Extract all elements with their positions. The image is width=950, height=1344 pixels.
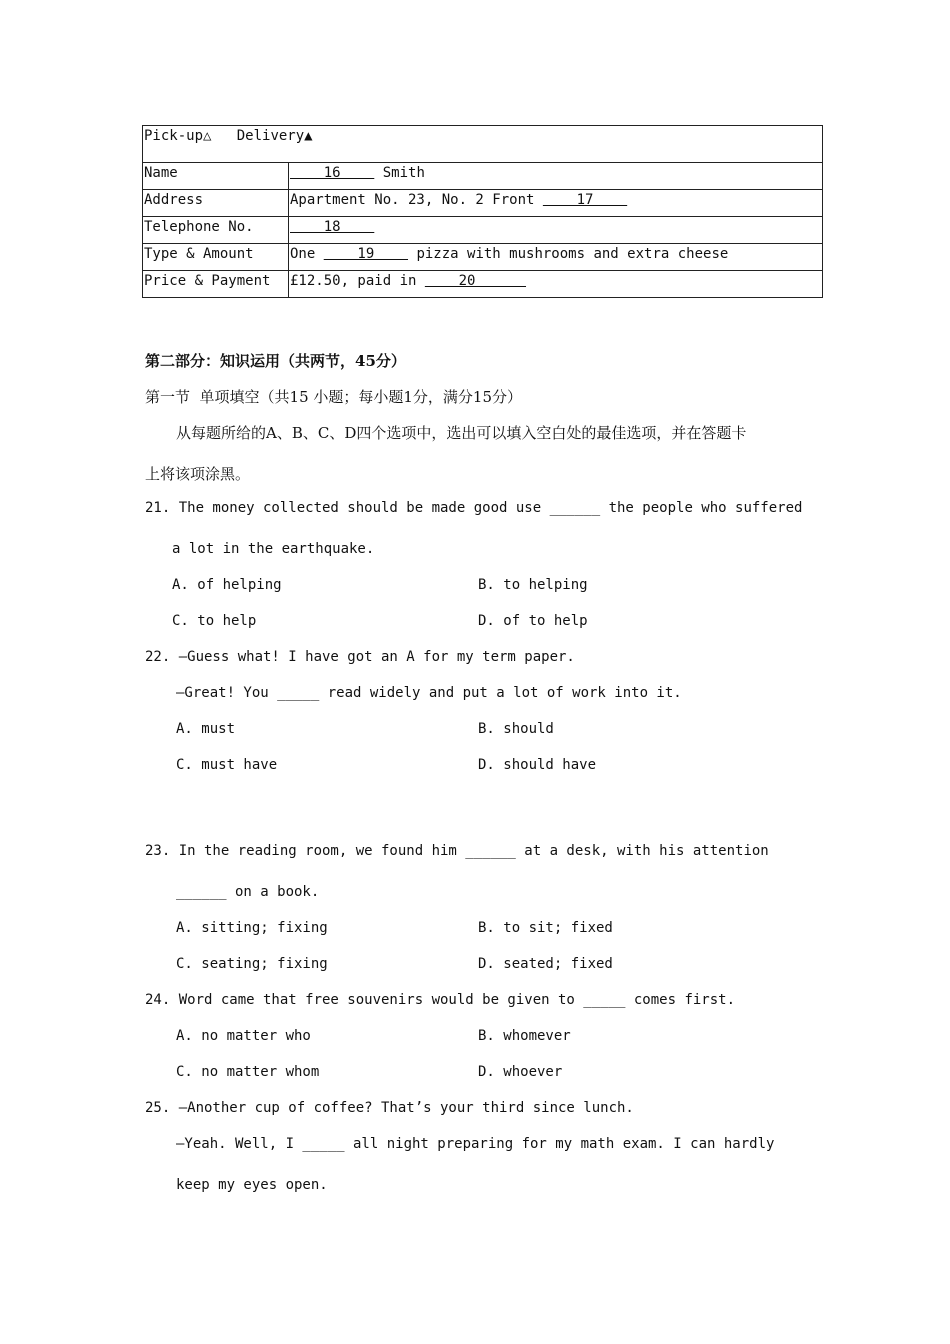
blank-16: 16 — [290, 165, 375, 181]
question-stem: 25. —Another cup of coffee? That’s your third since lunch. — [145, 1100, 634, 1116]
question-stem: 21. The money collected should be made good use ______ the people who suffered — [145, 500, 803, 516]
blank-17: 17 — [542, 192, 628, 208]
form-row-price-payment — [143, 271, 823, 298]
form-value — [289, 163, 823, 190]
option-a[interactable]: A. sitting; fixing — [176, 920, 328, 936]
instruction-line: 上将该项涂黑。 — [145, 465, 251, 483]
value-text: Smith — [374, 165, 425, 181]
form-label: Price & Payment — [143, 271, 289, 298]
option-c[interactable]: C. seating; fixing — [176, 956, 328, 972]
section1-title: 第一节 单项填空（共15 小题；每小题1分，满分15分） — [145, 388, 523, 406]
option-a[interactable]: A. of helping — [172, 577, 282, 593]
form-header-row — [143, 126, 823, 163]
value-text: Apartment No. 23, No. 2 Front — [290, 192, 543, 208]
form-value — [289, 271, 823, 298]
form-label: Name — [143, 163, 289, 190]
delivery-label: Delivery▲ — [236, 128, 313, 144]
form-row-name — [143, 163, 823, 190]
option-d[interactable]: D. of to help — [478, 613, 588, 629]
blank-18: 18 — [290, 219, 375, 235]
option-b[interactable]: B. to helping — [478, 577, 588, 593]
question-stem-cont: keep my eyes open. — [176, 1177, 328, 1193]
option-b[interactable]: B. whomever — [478, 1028, 571, 1044]
option-c[interactable]: C. no matter whom — [176, 1064, 320, 1080]
pickup-delivery-cell — [143, 126, 823, 163]
value-text: pizza with mushrooms and extra cheese — [408, 246, 729, 262]
form-value — [289, 244, 823, 271]
option-a[interactable]: A. must — [176, 721, 236, 737]
form-value — [289, 190, 823, 217]
question-stem: 22. —Guess what! I have got an A for my term paper. — [145, 649, 575, 665]
part2-title: 第二部分：知识运用（共两节，45分） — [145, 352, 406, 370]
form-row-address — [143, 190, 823, 217]
value-text: One — [290, 246, 324, 262]
option-b[interactable]: B. to sit; fixed — [478, 920, 613, 936]
option-c[interactable]: C. to help — [172, 613, 257, 629]
question-stem-cont: ______ on a book. — [176, 884, 320, 900]
question-stem-cont: —Great! You _____ read widely and put a lot of work into it. — [176, 685, 682, 701]
option-d[interactable]: D. whoever — [478, 1064, 563, 1080]
option-a[interactable]: A. no matter who — [176, 1028, 311, 1044]
question-stem-cont: a lot in the earthquake. — [172, 541, 375, 557]
form-label: Telephone No. — [143, 217, 289, 244]
form-row-type-amount — [143, 244, 823, 271]
form-label: Address — [143, 190, 289, 217]
blank-19: 19 — [323, 246, 409, 262]
question-stem: 24. Word came that free souvenirs would be given to _____ comes first. — [145, 992, 736, 1008]
question-stem: 23. In the reading room, we found him ______ at a desk, with his attention — [145, 843, 769, 859]
form-label: Type & Amount — [143, 244, 289, 271]
blank-20: 20 — [424, 273, 527, 289]
pickup-label: Pick-up△ — [144, 128, 212, 144]
option-c[interactable]: C. must have — [176, 757, 278, 773]
option-d[interactable]: D. seated; fixed — [478, 956, 613, 972]
question-stem-cont: —Yeah. Well, I _____ all night preparing for my math exam. I can hardly — [176, 1136, 775, 1152]
form-row-telephone — [143, 217, 823, 244]
value-text: £12.50, paid in — [290, 273, 425, 289]
option-d[interactable]: D. should have — [478, 757, 597, 773]
instruction-line: 从每题所给的A、B、C、D四个选项中，选出可以填入空白处的最佳选项，并在答题卡 — [176, 424, 747, 442]
form-value — [289, 217, 823, 244]
option-b[interactable]: B. should — [478, 721, 554, 737]
pizza-order-form — [142, 125, 823, 298]
